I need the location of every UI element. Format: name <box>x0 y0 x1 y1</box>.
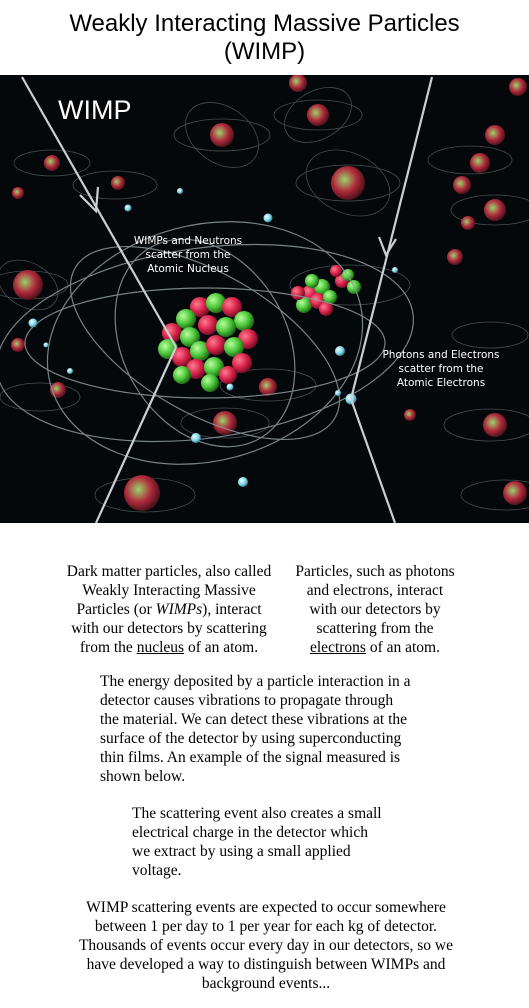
title-line-1: Weakly Interacting Massive Particles <box>69 10 460 37</box>
page-title <box>0 10 529 66</box>
atom-field-graphic <box>0 75 529 523</box>
text-line: between 1 per day to 1 per year for each kg of detector. <box>94 918 438 935</box>
text-line: shown below. <box>100 768 186 785</box>
text-line: WIMP scattering events are expected to occur somewhere <box>86 899 446 916</box>
text-line: we extract by using a small applied <box>132 843 351 860</box>
wimps-italic: WIMPs <box>155 601 203 618</box>
nucleus-label-line: scatter from the <box>145 249 231 261</box>
text-line: scattering from the <box>316 620 434 637</box>
text-line: detector causes vibrations to propagate through <box>100 692 394 709</box>
text-line: voltage. <box>132 862 182 879</box>
electron-scatter-label <box>372 348 510 390</box>
text-line: with our detectors by scattering <box>71 620 267 637</box>
electron-label-line: scatter from the <box>398 363 484 375</box>
title-line-2: (WIMP) <box>223 38 306 65</box>
electron-label-line: Photons and Electrons <box>382 349 500 361</box>
text-line <box>60 638 278 657</box>
text-line: thin films. An example of the signal measured is <box>100 749 401 766</box>
event-rate-paragraph <box>62 898 470 993</box>
electrons-underlined: electrons <box>310 639 366 656</box>
text-line <box>290 638 460 657</box>
nucleus-underlined: nucleus <box>136 639 185 656</box>
text-span: Particles (or <box>76 601 156 618</box>
text-line: background events... <box>201 975 331 992</box>
text-line: The scattering event also creates a small <box>132 805 382 822</box>
text-line: Thousands of events occur every day in our detectors, so we <box>78 937 454 954</box>
text-line: the material. We can detect these vibrations at the <box>100 711 408 728</box>
photon-electron-description <box>290 562 460 657</box>
electron-label-line: Atomic Electrons <box>396 377 486 389</box>
text-span: from the <box>79 639 137 656</box>
nucleus-label-line: WIMPs and Neutrons <box>133 235 243 247</box>
text-line: The energy deposited by a particle interaction in a <box>100 673 411 690</box>
text-line: have developed a way to distinguish between WIMPs and <box>86 956 446 973</box>
text-span: ), interact <box>202 601 262 618</box>
wimp-label: WIMP <box>58 95 132 125</box>
nucleus-label-line: Atomic Nucleus <box>147 263 229 275</box>
text-span: of an atom. <box>184 639 259 656</box>
text-line: Particles, such as photons <box>295 563 455 580</box>
text-line <box>60 600 278 619</box>
nucleus-scatter-label <box>118 234 258 276</box>
neighbor-nucleus <box>291 265 361 316</box>
text-line: Weakly Interacting Massive <box>82 582 256 599</box>
text-line: Dark matter particles, also called <box>66 563 272 580</box>
text-line: with our detectors by <box>309 601 441 618</box>
charge-extraction-paragraph <box>132 804 392 880</box>
dark-matter-description <box>60 562 278 657</box>
text-line: and electrons, interact <box>306 582 444 599</box>
wimp-scattering-illustration <box>0 75 529 523</box>
text-line: electrical charge in the detector which <box>132 824 368 841</box>
vibration-detection-paragraph <box>100 672 430 786</box>
text-line: surface of the detector by using superconducting <box>100 730 402 747</box>
text-span: of an atom. <box>365 639 440 656</box>
